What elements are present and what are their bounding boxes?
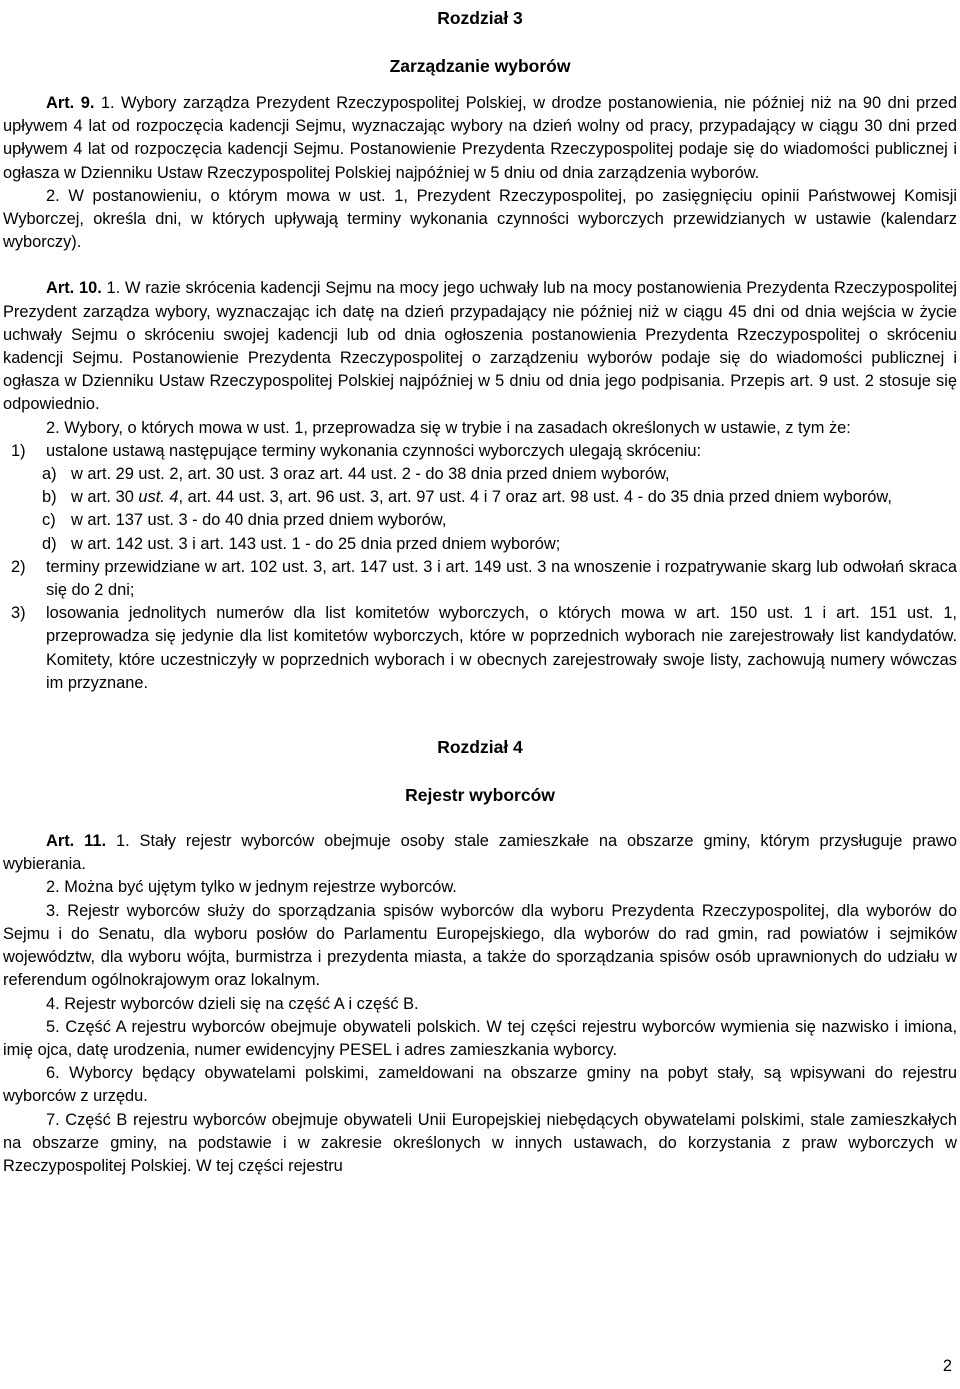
art-11-label: Art. 11. <box>46 832 107 851</box>
art-10-subpoints <box>42 463 957 556</box>
list-item-text-italic: ust. 4 <box>138 488 179 507</box>
art-10-text-1: 1. W razie skrócenia kadencji Sejmu na mocy jego uchwały lub na mocy postanowienia Prezydenta Rzeczypospolitej Prezydent zarządza wybory, wyznaczając ich datę na dzień przypadający nie później niż w ciągu 45 dni od dnia wejścia w życie uchwały Sejmu o skróceniu swojej kadencji lub od dnia ogłoszenia postanowienia Prezydenta Rzeczypospolitej o skróceniu kadencji Sejmu. Postanowienie Prezydenta Rzeczypospolitej o zarządzeniu wyborów podaje się do wiadomości publicznej i ogłasza w Dzienniku Ustaw Rzeczypospolitej Polskiej najpóźniej w 5 dniu od dnia jego podpisania. Przepis art. 9 ust. 2 stosuje się odpowiednio. <box>3 279 957 414</box>
art-11-para-6: 6. Wyborcy będący obywatelami polskimi, zameldowani na obszarze gminy na pobyt stały, są wpisywani do rejestru wyborców z urzędu. <box>3 1064 957 1106</box>
chapter-4-title: Rozdział 4 <box>437 737 523 758</box>
chapter-4-subtitle: Rejestr wyborców <box>405 785 555 806</box>
list-item-number: 3) <box>11 604 26 623</box>
art-11-para-7: 7. Część B rejestru wyborców obejmuje obywateli Unii Europejskiej niebędących obywatelami polskimi, stale zamieszkałych na obszarze gminy, na podstawie i w zakresie określonych w innych ustawach, do korzystania z praw wyborczych w Rzeczypospolitej Polskiej. W tej części rejestru <box>3 1110 957 1175</box>
art-11-para-1 <box>3 830 957 876</box>
art-10-points <box>3 440 957 695</box>
list-item <box>3 486 957 509</box>
list-item <box>3 533 957 556</box>
list-item-number: 1) <box>11 441 26 460</box>
list-item-text-start: w art. 30 <box>71 488 139 507</box>
list-item-letter: a) <box>42 465 57 484</box>
list-item-text: ustalone ustawą następujące terminy wykonania czynności wyborczych ulegają skróceniu: <box>46 441 702 460</box>
document-body <box>3 6 957 1178</box>
art-9-text-1: 1. Wybory zarządza Prezydent Rzeczypospolitej Polskiej, w drodze postanowienia, nie później niż na 90 dni przed upływem 4 lat od rozpoczęcia kadencji Sejmu, wyznaczając wybory na dzień wolny od pracy, przypadający w ciągu 30 dni przed upływem 4 lat od rozpoczęcia kadencji Sejmu. Postanowienie Prezydenta Rzeczypospolitej podaje się do wiadomości publicznej i ogłasza w Dzienniku Ustaw Rzeczypospolitej Polskiej najpóźniej w 5 dniu od dnia zarządzenia wyborów. <box>3 94 957 182</box>
art-11-para-2: 2. Można być ujętym tylko w jednym rejestrze wyborców. <box>46 878 457 897</box>
art-11-para-3: 3. Rejestr wyborców służy do sporządzania spisów wyborców dla wyboru Prezydenta Rzeczypospolitej, dla wyborów do Sejmu i do Senatu, dla wyboru posłów do Parlamentu Europejskiego, dla wyborów do rad gmin, rad powiatów i sejmików województw, dla wyboru wójta, burmistrza i prezydenta miasta, a także do sporządzania spisów osób uprawnionych do udziału w referendum ogólnokrajowym oraz lokalnym. <box>3 901 957 990</box>
art-9-para-2: 2. W postanowieniu, o którym mowa w ust. 1, Prezydent Rzeczypospolitej, po zasięgnięciu opinii Państwowej Komisji Wyborczej, określa dni, w których upływają terminy wykonania czynności wyborczych przewidzianych w ustawie (kalendarz wyborczy). <box>3 186 957 252</box>
list-item <box>3 440 957 556</box>
art-11-para-4: 4. Rejestr wyborców dzieli się na część A i część B. <box>46 994 419 1013</box>
art-9-para-1 <box>3 92 957 185</box>
art-9-label: Art. 9. <box>46 94 95 112</box>
list-item-letter: b) <box>42 488 57 507</box>
list-item-text: losowania jednolitych numerów dla list komitetów wyborczych, o których mowa w art. 150 ust. 1 i art. 151 ust. 1, przeprowadza się jedynie dla list komitetów wyborczych, które w poprzednich wyborach nie zarejestrowały list kandydatów. Komitety, które uczestniczyły w poprzednich wyborach i w obecnych zarejestrowały swoje listy, zachowują numery wówczas im przyznane. <box>46 604 957 692</box>
page-number: 2 <box>942 1357 952 1375</box>
list-item <box>3 509 957 532</box>
list-item-text: w art. 29 ust. 2, art. 30 ust. 3 oraz art. 44 ust. 2 - do 38 dnia przed dniem wyborów, <box>71 465 670 484</box>
list-item-letter: c) <box>42 511 56 530</box>
art-11-para-5: 5. Część A rejestru wyborców obejmuje obywateli polskich. W tej części rejestru wyborców wymienia się nazwisko i imiona, imię ojca, datę urodzenia, numer ewidencyjny PESEL i adres zamieszkania wyborcy. <box>3 1017 957 1059</box>
art-10-label: Art. 10. <box>46 279 102 298</box>
list-item-number: 2) <box>11 557 26 576</box>
art-10-para-1 <box>3 277 957 416</box>
chapter-3-title: Rozdział 3 <box>437 8 523 28</box>
list-item-letter: d) <box>42 534 57 553</box>
list-item <box>3 602 957 695</box>
chapter-3-subtitle: Zarządzanie wyborów <box>389 56 571 76</box>
list-item-text-end: , art. 44 ust. 3, art. 96 ust. 3, art. 97 ust. 4 i 7 oraz art. 98 ust. 4 - do 35 dnia przed dniem wyborów, <box>178 488 892 507</box>
art-10-para-2: 2. Wybory, o których mowa w ust. 1, przeprowadza się w trybie i na zasadach określonych w ustawie, z tym że: <box>46 418 851 437</box>
list-item <box>3 463 957 486</box>
list-item <box>3 556 957 602</box>
list-item-text: terminy przewidziane w art. 102 ust. 3, art. 147 ust. 3 i art. 149 ust. 3 na wnoszenie i rozpatrywanie skarg lub odwołań skraca się do 2 dni; <box>46 557 957 600</box>
list-item-text: w art. 142 ust. 3 i art. 143 ust. 1 - do 25 dnia przed dniem wyborów; <box>71 534 561 553</box>
art-11-text-1: 1. Stały rejestr wyborców obejmuje osoby stale zamieszkałe na obszarze gminy, którym przysługuje prawo wybierania. <box>3 832 957 874</box>
list-item-text: w art. 137 ust. 3 - do 40 dnia przed dniem wyborów, <box>71 511 447 530</box>
